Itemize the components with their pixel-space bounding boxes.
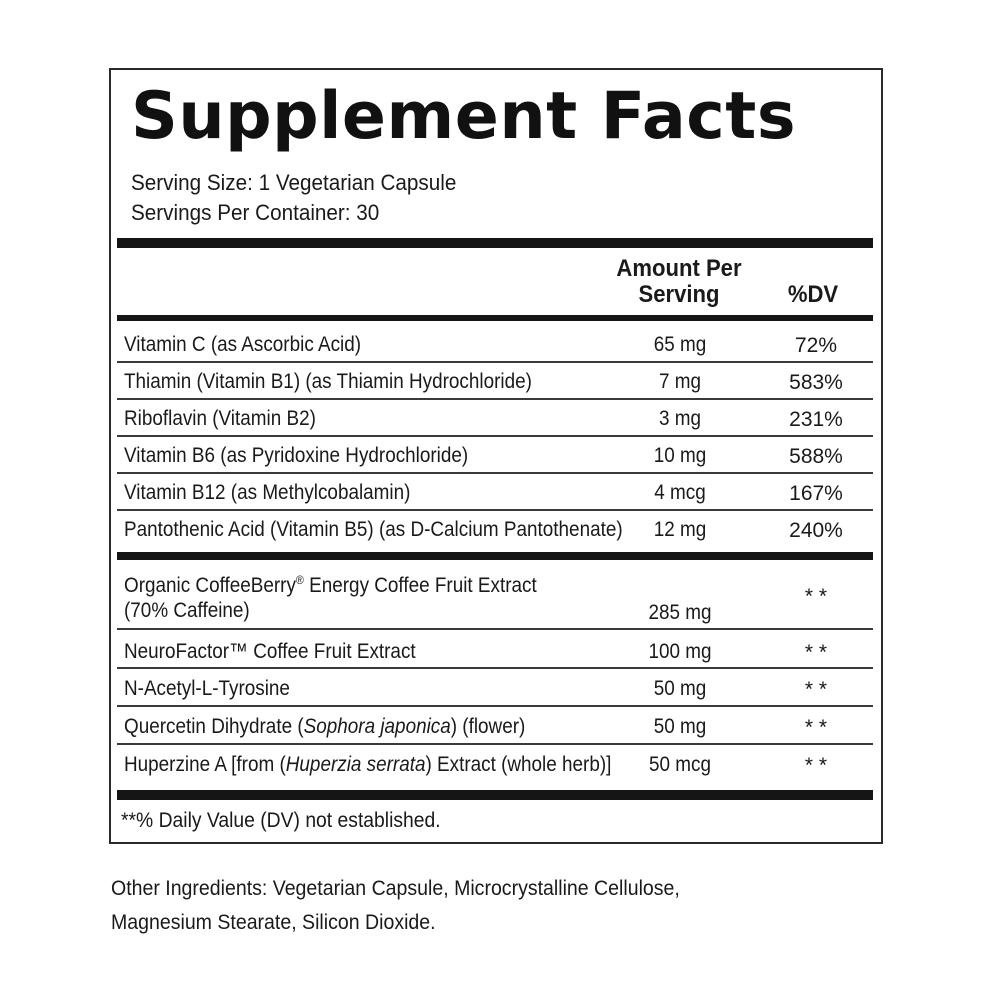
thick-divider-top [117,238,873,248]
ingredient-name-part: Organic CoffeeBerry [124,574,296,597]
other-ingredients-line2: Magnesium Stearate, Silicon Dioxide. [111,911,436,934]
nutrient-name: Vitamin B12 (as Methylcobalamin) [124,481,411,504]
nutrient-name: Vitamin C (as Ascorbic Acid) [124,333,362,356]
amount-header-line2: Serving [638,281,720,308]
nutrient-amount: 65 mg [653,333,707,356]
other-ingredients-line1: Other Ingredients: Vegetarian Capsule, Microcrystalline Cellulose, [111,877,680,900]
ingredient-amount: 100 mg [648,640,712,663]
row-divider [117,628,873,630]
nutrient-amount: 4 mcg [654,481,706,504]
ingredient-amount: 50 mcg [649,753,711,776]
supplement-facts-panel [109,68,883,844]
ingredient-name [124,568,537,623]
vitamin-row [117,400,873,437]
ingredient-row [117,564,873,630]
vitamin-row [117,363,873,400]
nutrient-name: Pantothenic Acid (Vitamin B5) (as D-Calcium Pantothenate) [124,518,623,541]
ingredient-row [117,708,873,745]
serving-size: Serving Size: 1 Vegetarian Capsule [131,170,457,195]
ingredient-row [117,632,873,669]
registered-mark: ® [295,573,304,587]
botanical-name: Huperzia serrata [285,753,426,776]
other-ingredients [111,872,871,940]
ingredient-amount: 285 mg [648,601,712,624]
vitamin-row [117,474,873,511]
ingredient-name [124,676,290,701]
ingredient-dv: * * [804,716,828,739]
ingredient-name-part: NeuroFactor™ Coffee Fruit Extract [124,640,416,663]
thick-divider-bottom [117,790,873,800]
nutrient-dv: 167% [789,482,843,505]
nutrient-dv: 583% [789,371,843,394]
ingredient-name-part: Energy Coffee Fruit Extract [303,574,537,597]
footnote: **% Daily Value (DV) not established. [121,809,441,832]
servings-per-container: Servings Per Container: 30 [131,200,380,225]
dv-header: %DV [787,281,839,308]
nutrient-name: Thiamin (Vitamin B1) (as Thiamin Hydrochloride) [124,370,532,393]
ingredient-name-part: Quercetin Dihydrate ( [124,715,304,738]
ingredient-amount: 50 mg [653,715,707,738]
row-divider [117,667,873,669]
ingredient-amount: 50 mg [653,677,707,700]
nutrient-amount: 10 mg [653,444,707,467]
ingredient-name [124,714,525,739]
nutrient-name: Vitamin B6 (as Pyridoxine Hydrochloride) [124,444,469,467]
nutrient-amount: 3 mg [658,407,702,430]
ingredient-name-part: ) Extract (whole herb)] [425,753,612,776]
ingredient-row [117,746,873,786]
botanical-name: Sophora japonica [303,715,451,738]
nutrient-name: Riboflavin (Vitamin B2) [124,407,316,430]
row-divider [117,743,873,745]
ingredient-dv: * * [804,754,828,777]
panel-title: Supplement Facts [131,79,797,154]
ingredient-name-line2: (70% Caffeine) [124,599,250,622]
ingredient-dv: * * [804,585,828,608]
vitamin-row [117,437,873,474]
ingredient-name-part: Huperzine A [from ( [124,753,286,776]
ingredient-row [117,670,873,707]
amount-per-serving-header [605,256,752,308]
ingredient-name-part: ) (flower) [450,715,526,738]
vitamin-row [117,511,873,548]
nutrient-dv: 72% [794,334,838,357]
vitamin-row [117,326,873,363]
thick-divider-middle [117,552,873,560]
nutrient-dv: 588% [789,445,843,468]
nutrient-dv: 231% [789,408,843,431]
nutrient-amount: 12 mg [653,518,707,541]
ingredient-dv: * * [804,678,828,701]
nutrient-dv: 240% [789,519,843,542]
amount-header-line1: Amount Per [616,255,742,282]
ingredient-dv: * * [804,641,828,664]
nutrient-amount: 7 mg [658,370,702,393]
ingredient-name-part: N-Acetyl-L-Tyrosine [124,677,290,700]
header-divider [117,315,873,321]
ingredient-name [124,752,611,777]
ingredient-name [124,639,416,664]
row-divider [117,705,873,707]
